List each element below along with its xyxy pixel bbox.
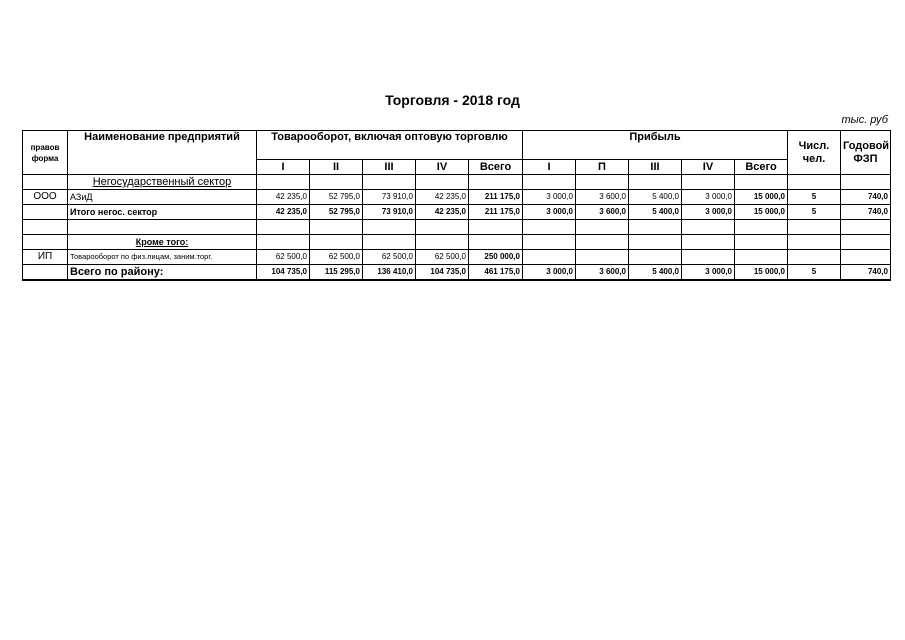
turnover-cell: 62 500,0 — [310, 250, 363, 265]
profit-cell: 5 400,0 — [629, 190, 682, 205]
section-row — [23, 175, 891, 190]
profit-cell: 3 000,0 — [523, 265, 576, 281]
table-row — [23, 190, 891, 205]
profit-q2: П — [576, 160, 629, 175]
name-cell: Всего по району: — [68, 265, 257, 281]
staff-cell: 5 — [788, 205, 841, 220]
profit-cell: 3 600,0 — [576, 205, 629, 220]
profit-cell: 3 600,0 — [576, 265, 629, 281]
turnover-q3: III — [363, 160, 416, 175]
header-name: Наименование предприятий — [68, 131, 257, 175]
section-row — [23, 235, 891, 250]
turnover-cell: 104 735,0 — [257, 265, 310, 281]
profit-cell: 5 400,0 — [629, 205, 682, 220]
turnover-total-cell: 211 175,0 — [469, 190, 523, 205]
turnover-cell: 73 910,0 — [363, 205, 416, 220]
trade-table — [22, 130, 891, 281]
turnover-q4: IV — [416, 160, 469, 175]
turnover-total-cell: 250 000,0 — [469, 250, 523, 265]
staff-cell: 5 — [788, 265, 841, 281]
header-staff: Числ. чел. — [788, 131, 841, 175]
table-row — [23, 205, 891, 220]
profit-cell: 3 000,0 — [523, 190, 576, 205]
profit-cell: 3 600,0 — [576, 190, 629, 205]
empty-row — [23, 220, 891, 235]
form-cell: ООО — [23, 190, 68, 205]
header-turnover: Товарооборот, включая оптовую торговлю — [257, 131, 523, 160]
turnover-cell: 62 500,0 — [257, 250, 310, 265]
profit-q4: IV — [682, 160, 735, 175]
header-fzp: Годовой ФЗП — [841, 131, 891, 175]
turnover-q1: I — [257, 160, 310, 175]
fzp-cell: 740,0 — [841, 190, 891, 205]
fzp-cell: 740,0 — [841, 265, 891, 281]
table-row — [23, 250, 891, 265]
profit-total-cell: 15 000,0 — [735, 205, 788, 220]
turnover-cell: 104 735,0 — [416, 265, 469, 281]
turnover-cell: 42 235,0 — [416, 205, 469, 220]
turnover-cell: 62 500,0 — [416, 250, 469, 265]
profit-q3: III — [629, 160, 682, 175]
profit-total-cell: 15 000,0 — [735, 265, 788, 281]
profit-cell: 3 000,0 — [682, 265, 735, 281]
section-besides: Кроме того: — [68, 235, 257, 250]
unit-label: тыс. руб — [841, 114, 888, 126]
section-nongov: Негосударственный сектор — [68, 175, 257, 190]
header-form: правов форма — [23, 131, 68, 175]
turnover-cell: 115 295,0 — [310, 265, 363, 281]
turnover-total-cell: 461 175,0 — [469, 265, 523, 281]
profit-cell: 5 400,0 — [629, 265, 682, 281]
turnover-cell: 73 910,0 — [363, 190, 416, 205]
name-cell: АЗиД — [68, 190, 257, 205]
header-profit: Прибыль — [523, 131, 788, 160]
turnover-q2: II — [310, 160, 363, 175]
turnover-total-cell: 211 175,0 — [469, 205, 523, 220]
profit-cell: 3 000,0 — [523, 205, 576, 220]
profit-q1: I — [523, 160, 576, 175]
turnover-cell: 42 235,0 — [257, 205, 310, 220]
name-cell: Итого негос. сектор — [68, 205, 257, 220]
fzp-cell: 740,0 — [841, 205, 891, 220]
name-cell: Товарооборот по физ.лицам, заним.торг. — [68, 250, 257, 265]
staff-cell: 5 — [788, 190, 841, 205]
form-cell: ИП — [23, 250, 68, 265]
turnover-cell: 42 235,0 — [257, 190, 310, 205]
profit-total-cell: 15 000,0 — [735, 190, 788, 205]
profit-cell: 3 000,0 — [682, 190, 735, 205]
turnover-cell: 136 410,0 — [363, 265, 416, 281]
table-row — [23, 265, 891, 281]
turnover-total: Всего — [469, 160, 523, 175]
profit-cell: 3 000,0 — [682, 205, 735, 220]
profit-total: Всего — [735, 160, 788, 175]
header-row — [23, 131, 891, 160]
turnover-cell: 52 795,0 — [310, 190, 363, 205]
turnover-cell: 62 500,0 — [363, 250, 416, 265]
page-title: Торговля - 2018 год — [385, 92, 520, 108]
turnover-cell: 42 235,0 — [416, 190, 469, 205]
turnover-cell: 52 795,0 — [310, 205, 363, 220]
